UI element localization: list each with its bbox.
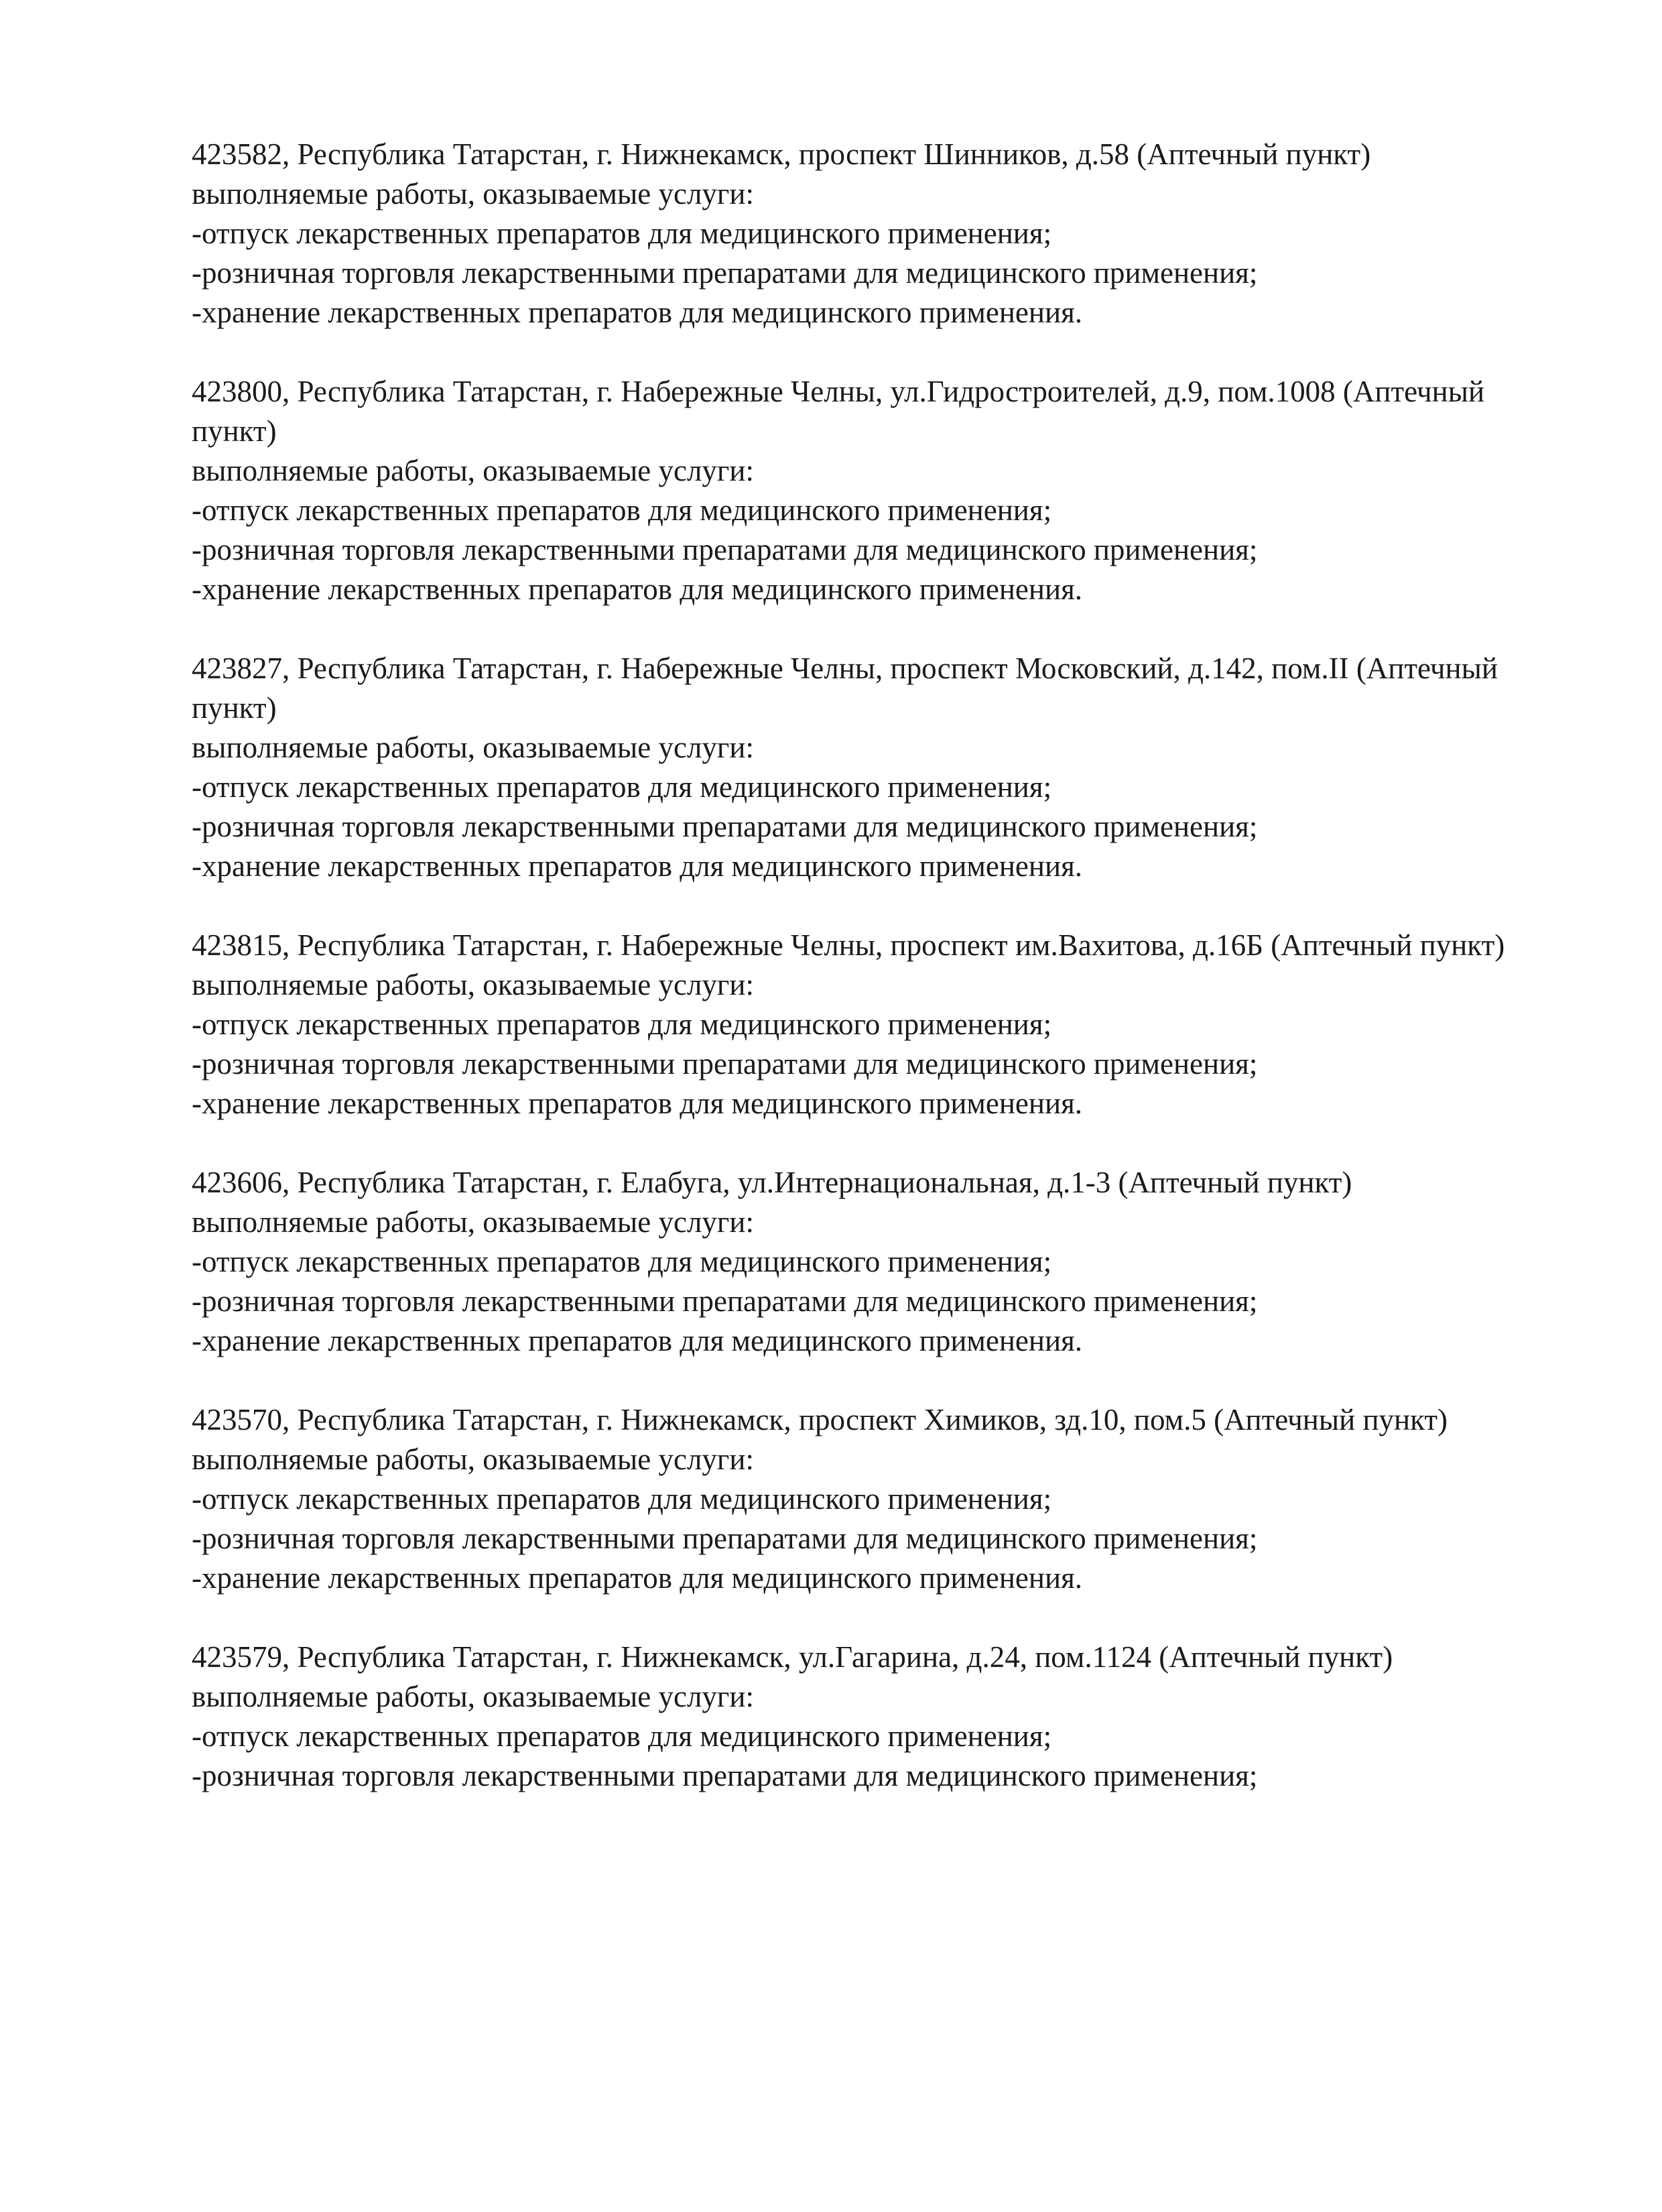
pharmacy-entry <box>192 1163 1539 1361</box>
entry-service-item: -отпуск лекарственных препаратов для медицинского применения; <box>192 770 1052 804</box>
entry-service-item: -отпуск лекарственных препаратов для медицинского применения; <box>192 1245 1052 1278</box>
pharmacy-entry <box>192 649 1539 886</box>
pharmacy-entry <box>192 1638 1539 1796</box>
entry-address: 423570, Республика Татарстан, г. Нижнекамск, проспект Химиков, зд.10, пом.5 (Аптечный пункт) <box>192 1403 1448 1436</box>
entry-address: 423606, Республика Татарстан, г. Елабуга, ул.Интернациональная, д.1-3 (Аптечный пункт) <box>192 1166 1352 1199</box>
entry-services-heading: выполняемые работы, оказываемые услуги: <box>192 1680 754 1713</box>
pharmacy-entry <box>192 372 1539 609</box>
entry-service-item: -розничная торговля лекарственными препаратами для медицинского применения; <box>192 1284 1258 1318</box>
entry-address: 423827, Республика Татарстан, г. Набережные Челны, проспект Московский, д.142, пом.II (Аптечный пункт) <box>192 652 1498 725</box>
entry-service-item: -хранение лекарственных препаратов для медицинского применения. <box>192 1087 1083 1120</box>
entry-services-heading: выполняемые работы, оказываемые услуги: <box>192 1205 754 1239</box>
entry-service-item: -розничная торговля лекарственными препаратами для медицинского применения; <box>192 256 1258 290</box>
entry-service-item: -хранение лекарственных препаратов для медицинского применения. <box>192 296 1083 329</box>
entry-address: 423800, Республика Татарстан, г. Набережные Челны, ул.Гидростроителей, д.9, пом.1008 (Аптечный пункт) <box>192 375 1485 448</box>
entry-address: 423582, Республика Татарстан, г. Нижнекамск, проспект Шинников, д.58 (Аптечный пункт) <box>192 137 1371 171</box>
pharmacy-entry <box>192 135 1539 332</box>
entry-service-item: -розничная торговля лекарственными препаратами для медицинского применения; <box>192 1522 1258 1555</box>
entry-service-item: -розничная торговля лекарственными препаратами для медицинского применения; <box>192 810 1258 843</box>
entry-service-item: -розничная торговля лекарственными препаратами для медицинского применения; <box>192 1759 1258 1792</box>
entry-service-item: -отпуск лекарственных препаратов для медицинского применения; <box>192 217 1052 250</box>
entry-service-item: -хранение лекарственных препаратов для медицинского применения. <box>192 1561 1083 1595</box>
entry-service-item: -розничная торговля лекарственными препаратами для медицинского применения; <box>192 1047 1258 1081</box>
pharmacy-entry <box>192 926 1539 1123</box>
entry-service-item: -хранение лекарственных препаратов для медицинского применения. <box>192 572 1083 606</box>
pharmacy-entry <box>192 1400 1539 1598</box>
entry-services-heading: выполняемые работы, оказываемые услуги: <box>192 968 754 1001</box>
entry-services-heading: выполняемые работы, оказываемые услуги: <box>192 731 754 764</box>
entry-address: 423579, Республика Татарстан, г. Нижнекамск, ул.Гагарина, д.24, пом.1124 (Аптечный пункт) <box>192 1640 1393 1674</box>
entry-services-heading: выполняемые работы, оказываемые услуги: <box>192 177 754 210</box>
entry-service-item: -отпуск лекарственных препаратов для медицинского применения; <box>192 1007 1052 1041</box>
entry-services-heading: выполняемые работы, оказываемые услуги: <box>192 1442 754 1476</box>
entry-address: 423815, Республика Татарстан, г. Набережные Челны, проспект им.Вахитова, д.16Б (Аптечный пункт) <box>192 928 1505 962</box>
document-body <box>192 135 1539 1835</box>
entry-service-item: -розничная торговля лекарственными препаратами для медицинского применения; <box>192 533 1258 566</box>
entry-services-heading: выполняемые работы, оказываемые услуги: <box>192 454 754 487</box>
entry-service-item: -отпуск лекарственных препаратов для медицинского применения; <box>192 493 1052 527</box>
entry-service-item: -хранение лекарственных препаратов для медицинского применения. <box>192 849 1083 883</box>
entry-service-item: -хранение лекарственных препаратов для медицинского применения. <box>192 1324 1083 1357</box>
entry-service-item: -отпуск лекарственных препаратов для медицинского применения; <box>192 1482 1052 1516</box>
entry-service-item: -отпуск лекарственных препаратов для медицинского применения; <box>192 1719 1052 1753</box>
